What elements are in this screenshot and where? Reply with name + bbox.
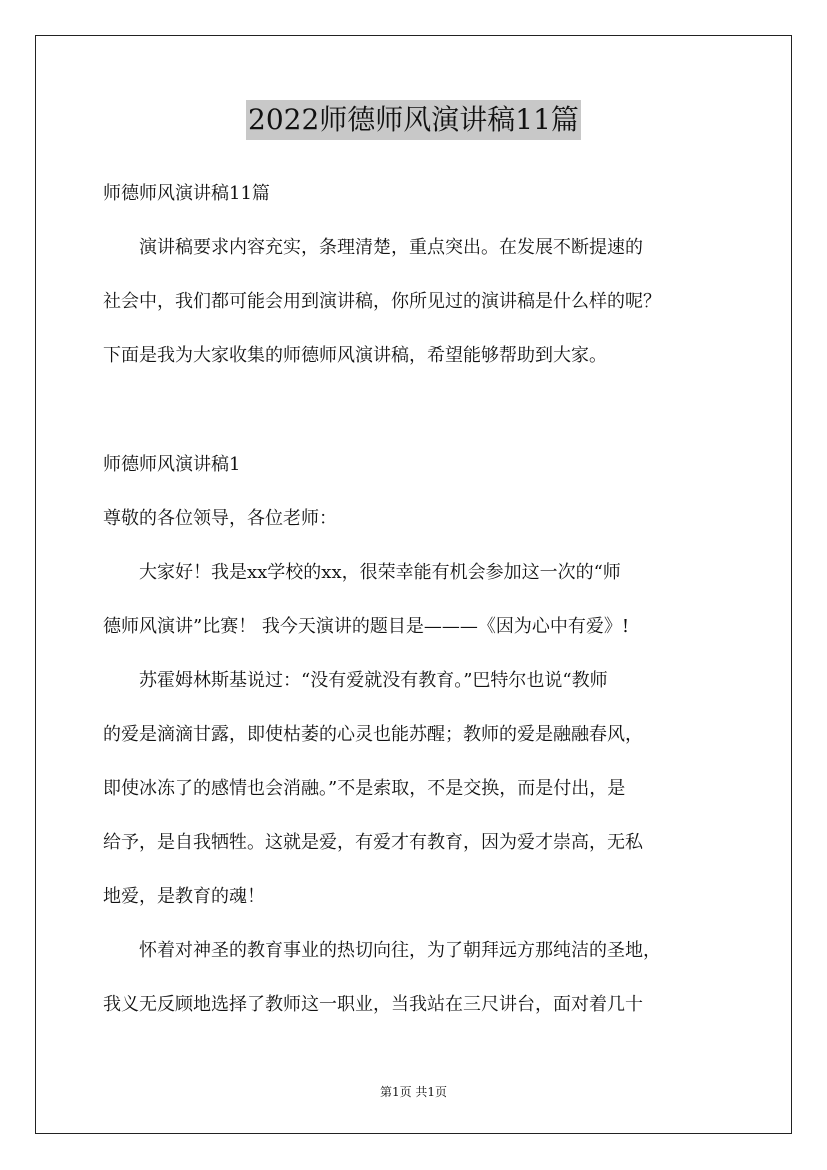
intro-line-1: 演讲稿要求内容充实，条理清楚，重点突出。在发展不断提速的 [139,237,643,258]
page-footer: 第1页 共1页 [379,1085,448,1099]
section-heading: 师德师风演讲稿1 [103,454,241,475]
body-line-5: 即使冰冻了的感情也会消融。”不是索取，不是交换，而是付出，是 [103,778,626,799]
body-line-9: 我义无反顾地选择了教师这一职业，当我站在三尺讲台，面对着几十 [103,994,643,1015]
body-line-6: 给予，是自我牺牲。这就是爱，有爱才有教育，因为爱才崇高，无私 [103,832,643,853]
body-line-2: 德师风演讲”比赛！ 我今天演讲的题目是———《因为心中有爱》! [103,616,630,637]
body-line-3: 苏霍姆林斯基说过：“没有爱就没有教育。”巴特尔也说“教师 [139,670,608,691]
intro-line-2: 社会中，我们都可能会用到演讲稿，你所见过的演讲稿是什么样的呢？ [103,291,661,312]
body-line-4: 的爱是滴滴甘露，即使枯萎的心灵也能苏醒；教师的爱是融融春风， [103,724,643,745]
body-line-7: 地爱，是教育的魂！ [103,886,265,907]
document-title: 2022师德师风演讲稿11篇 [246,100,581,140]
body-line-1: 大家好！我是xx学校的xx，很荣幸能有机会参加这一次的“师 [139,562,621,583]
intro-line-3: 下面是我为大家收集的师德师风演讲稿，希望能够帮助到大家。 [103,345,607,366]
title-container [0,100,827,140]
document-subtitle: 师德师风演讲稿11篇 [103,183,270,204]
body-line-8: 怀着对神圣的教育事业的热切向往，为了朝拜远方那纯洁的圣地， [139,940,661,961]
salutation: 尊敬的各位领导，各位老师： [103,508,337,529]
